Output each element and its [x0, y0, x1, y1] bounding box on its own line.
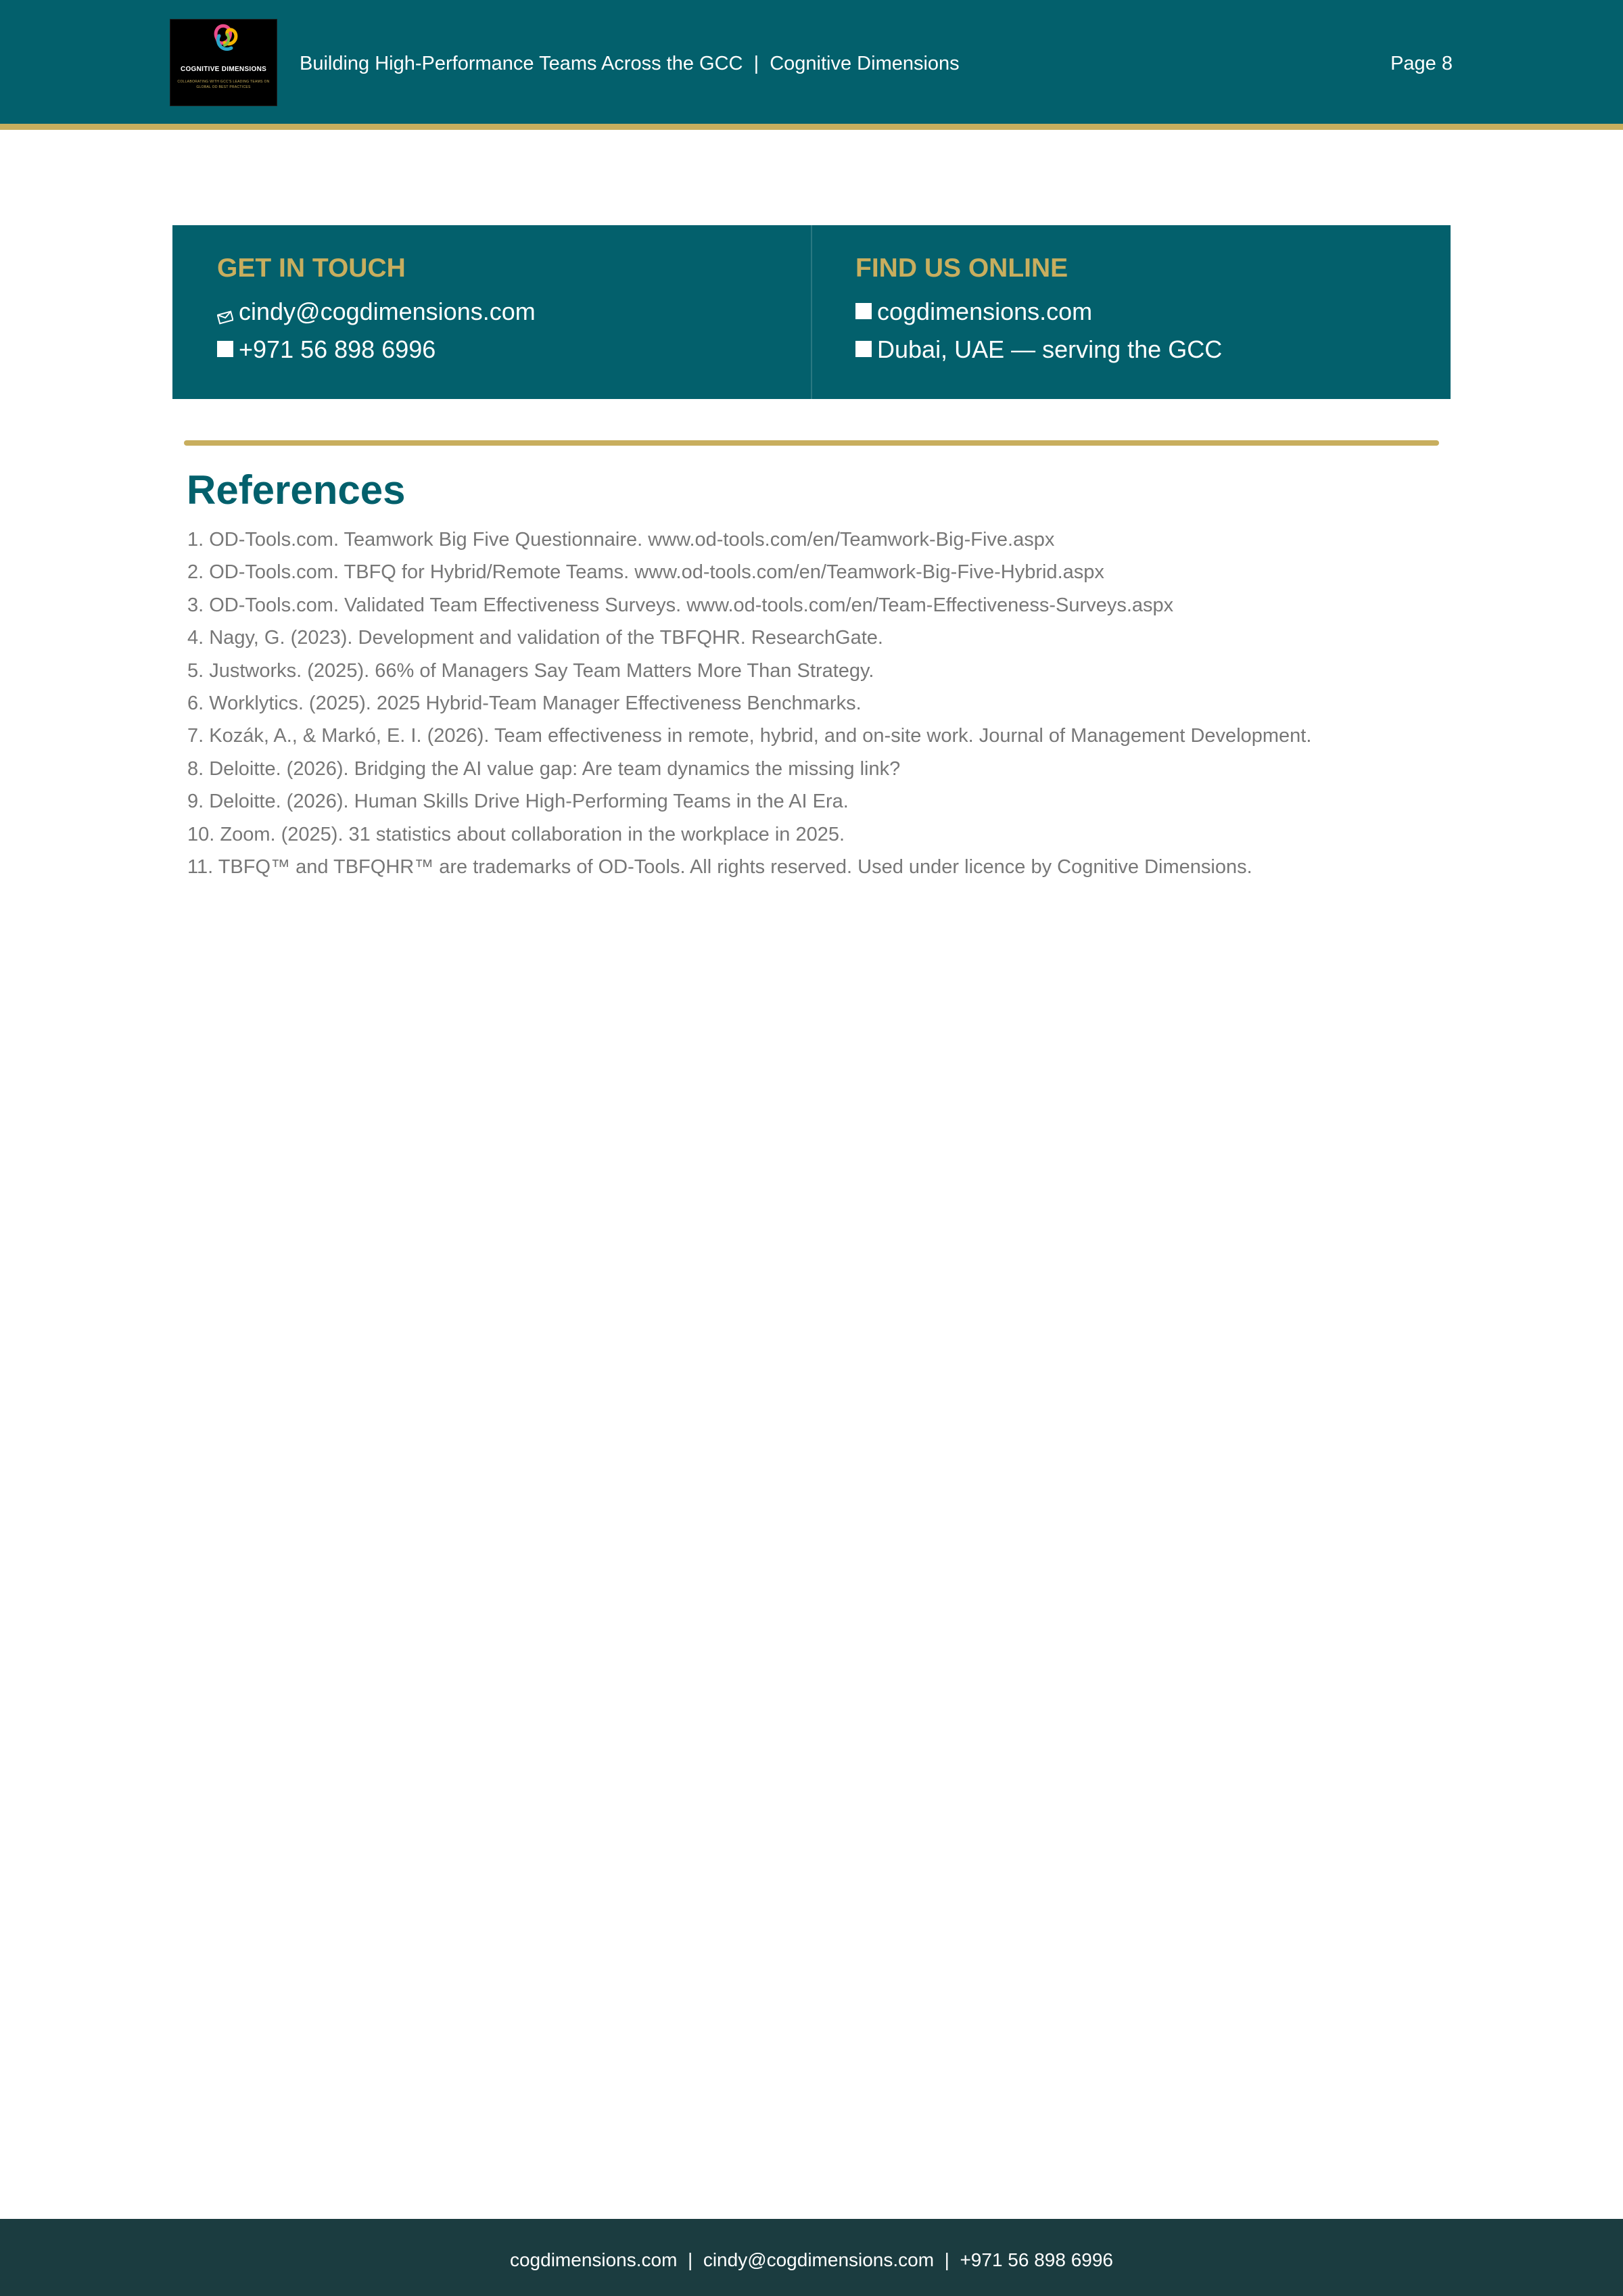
- reference-item: 1. OD-Tools.com. Teamwork Big Five Questionnaire. www.od-tools.com/en/Teamwork-Big-Five.aspx: [187, 529, 1055, 550]
- company-logo: [170, 19, 277, 106]
- contact-panel: [172, 225, 1451, 399]
- contact-email[interactable]: [217, 298, 536, 326]
- find-us-online-heading: FIND US ONLINE: [855, 254, 1068, 283]
- references-divider: [184, 440, 1439, 446]
- reference-item: 8. Deloitte. (2026). Bridging the AI value gap: Are team dynamics the missing link?: [187, 757, 901, 780]
- get-in-touch-heading: GET IN TOUCH: [217, 254, 406, 283]
- page-footer: [0, 2219, 1623, 2296]
- contact-divider: [811, 225, 812, 399]
- page-header: [0, 0, 1623, 124]
- email-icon: [217, 303, 233, 319]
- reference-item: 10. Zoom. (2025). 31 statistics about collaboration in the workplace in 2025.: [187, 823, 845, 845]
- globe-icon: [855, 303, 872, 319]
- reference-item: 6. Worklytics. (2025). 2025 Hybrid-Team Manager Effectiveness Benchmarks.: [187, 692, 862, 714]
- logo-wordmark: COGNITIVE DIMENSIONS: [180, 66, 267, 73]
- reference-item: 7. Kozák, A., & Markó, E. I. (2026). Team effectiveness in remote, hybrid, and on-site work. Journal of Management Development.: [187, 725, 1312, 747]
- logo-swirl-icon: [170, 20, 277, 67]
- header-title: Building High-Performance Teams Across the GCC | Cognitive Dimensions: [300, 53, 960, 74]
- page-number: Page 8: [1390, 53, 1453, 74]
- contact-website[interactable]: [855, 298, 1092, 326]
- contact-phone-text: +971 56 898 6996: [239, 335, 436, 363]
- reference-item: 11. TBFQ™ and TBFQHR™ are trademarks of OD-Tools. All rights reserved. Used under licence by Cognitive Dimensions.: [187, 856, 1252, 878]
- reference-item: 5. Justworks. (2025). 66% of Managers Say Team Matters More Than Strategy.: [187, 659, 874, 682]
- contact-email-text: cindy@cogdimensions.com: [239, 298, 536, 325]
- references-heading: References: [187, 467, 406, 513]
- reference-item: 3. OD-Tools.com. Validated Team Effectiveness Surveys. www.od-tools.com/en/Team-Effectiveness-Surveys.aspx: [187, 594, 1174, 616]
- contact-phone[interactable]: [217, 335, 436, 364]
- footer-contact-line: cogdimensions.com | cindy@cogdimensions.com | +971 56 898 6996: [509, 2249, 1114, 2270]
- contact-location-text: Dubai, UAE — serving the GCC: [877, 335, 1223, 363]
- reference-item: 2. OD-Tools.com. TBFQ for Hybrid/Remote Teams. www.od-tools.com/en/Teamwork-Big-Five-Hybrid.aspx: [187, 561, 1104, 584]
- phone-icon: [217, 341, 233, 357]
- contact-website-text: cogdimensions.com: [877, 298, 1093, 325]
- header-divider: [0, 124, 1623, 130]
- reference-item: 9. Deloitte. (2026). Human Skills Drive High-Performing Teams in the AI Era.: [187, 791, 849, 813]
- reference-item: 4. Nagy, G. (2023). Development and validation of the TBFQHR. ResearchGate.: [187, 627, 883, 649]
- location-icon: [855, 341, 872, 357]
- references-list: [187, 525, 1445, 885]
- contact-location: [855, 335, 1222, 364]
- logo-tagline: COLLABORATING WITH GCC'S LEADING TEAMS ON GLOBAL OD BEST PRACTICES: [177, 80, 270, 89]
